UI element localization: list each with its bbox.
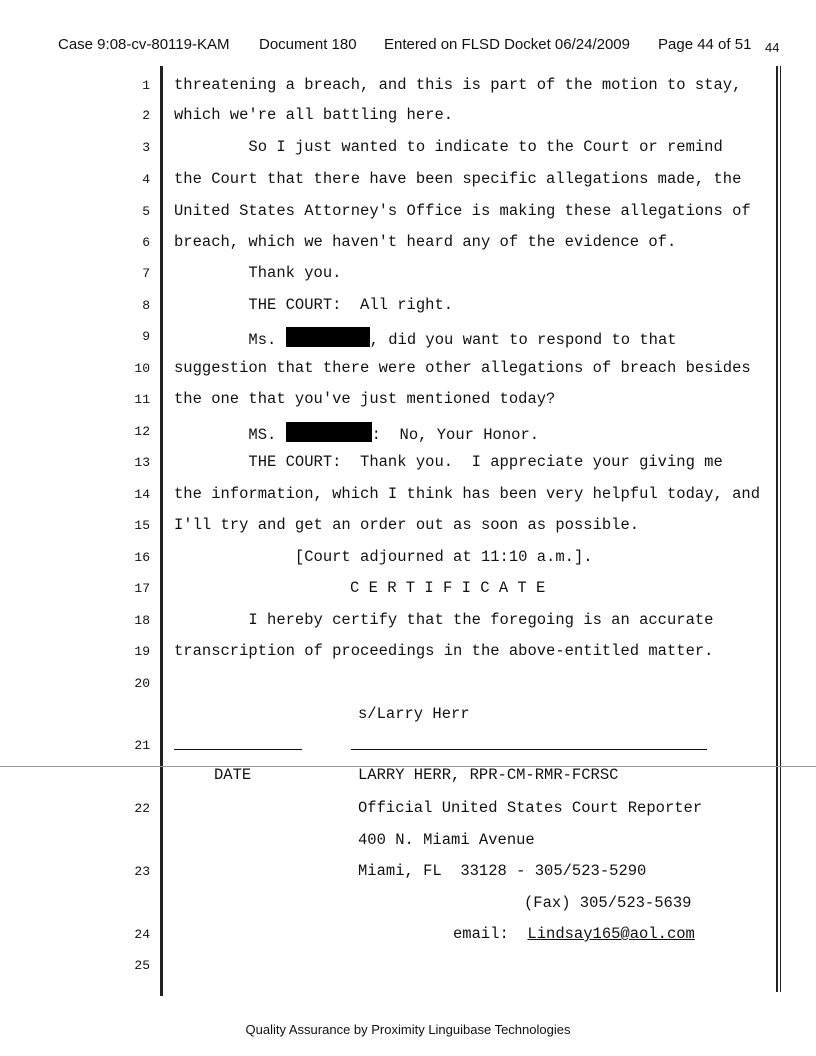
line-number: 16 [134, 550, 150, 565]
reporter-email-row [453, 925, 695, 943]
docket-header [58, 34, 798, 58]
line-number: 9 [142, 329, 150, 344]
line-number: 1 [142, 78, 150, 93]
reporter-signature: s/Larry Herr [358, 705, 470, 723]
line-number: 6 [142, 235, 150, 250]
reporter-name: LARRY HERR, RPR-CM-RMR-FCRSC [358, 766, 619, 784]
transcript-line: I hereby certify that the foregoing is an accurate [174, 611, 714, 629]
date-signature-line [174, 749, 302, 750]
transcript-line: So I just wanted to indicate to the Court or remind [174, 138, 723, 156]
reporter-title: Official United States Court Reporter [358, 799, 703, 817]
date-label: DATE [214, 766, 252, 784]
speaker-prefix: MS. [174, 426, 286, 444]
docket-entry: Entered on FLSD Docket 06/24/2009 [384, 36, 630, 53]
certificate-heading: C E R T I F I C A T E [350, 579, 546, 597]
reporter-fax: (Fax) 305/523-5639 [524, 894, 692, 912]
line-number: 14 [134, 487, 150, 502]
line-number: 15 [134, 518, 150, 533]
line-number: 18 [134, 613, 150, 628]
transcript-line [174, 327, 677, 349]
email-label: email: [453, 925, 509, 943]
page-indicator: Page 44 of 51 [658, 36, 752, 53]
line-number: 4 [142, 172, 150, 187]
email-link[interactable]: Lindsay165@aol.com [527, 925, 695, 943]
line-number: 25 [134, 958, 150, 973]
footer-quality-note: Quality Assurance by Proximity Linguibase Technologies [245, 1022, 571, 1037]
transcript-line: suggestion that there were other allegations of breach besides [174, 359, 751, 377]
transcript-page-number: 44 [765, 40, 780, 55]
left-margin-rule [160, 66, 163, 996]
transcript-line: THE COURT: All right. [174, 296, 454, 314]
transcript-line: the Court that there have been specific allegations made, the [174, 170, 742, 188]
line-number: 17 [134, 581, 150, 596]
line-number: 3 [142, 140, 150, 155]
line-number: 20 [134, 676, 150, 691]
transcript-line: the one that you've just mentioned today? [174, 390, 556, 408]
line-number: 2 [142, 108, 150, 123]
transcript-line: Thank you. [174, 264, 342, 282]
transcript-line: breach, which we haven't heard any of the evidence of. [174, 233, 677, 251]
line-number: 12 [134, 424, 150, 439]
reporter-city-phone: Miami, FL 33128 - 305/523-5290 [358, 862, 647, 880]
transcript-line: the information, which I think has been very helpful today, and [174, 485, 760, 503]
redaction-block [286, 327, 370, 347]
line-number: 22 [134, 801, 150, 816]
line-number: 10 [134, 361, 150, 376]
transcript-line: transcription of proceedings in the above-entitled matter. [174, 642, 714, 660]
transcript-line: United States Attorney's Office is making these allegations of [174, 202, 751, 220]
speaker-prefix: Ms. [174, 331, 286, 349]
line-number: 21 [134, 738, 150, 753]
transcript-line: I'll try and get an order out as soon as possible. [174, 516, 640, 534]
transcript-line: THE COURT: Thank you. I appreciate your giving me [174, 453, 723, 471]
line-number: 8 [142, 298, 150, 313]
transcript-line: which we're all battling here. [174, 106, 454, 124]
line-number: 13 [134, 455, 150, 470]
right-margin-rule [776, 66, 778, 992]
line-number: 11 [134, 392, 150, 407]
case-number: Case 9:08-cv-80119-KAM [58, 36, 230, 53]
transcript-line: threatening a breach, and this is part of the motion to stay, [174, 76, 742, 94]
line-number: 5 [142, 204, 150, 219]
line-number: 23 [134, 864, 150, 879]
transcript-line-rest: , did you want to respond to that [369, 331, 677, 349]
transcript-line: [Court adjourned at 11:10 a.m.]. [174, 548, 593, 566]
line-number: 19 [134, 644, 150, 659]
reporter-address: 400 N. Miami Avenue [358, 831, 535, 849]
right-margin-rule-inner [780, 66, 781, 992]
reporter-signature-line [351, 749, 707, 750]
line-number: 24 [134, 927, 150, 942]
transcript-line [174, 422, 539, 444]
line-number: 7 [142, 266, 150, 281]
document-number: Document 180 [259, 36, 357, 53]
transcript-line-rest: : No, Your Honor. [371, 426, 540, 444]
redaction-block [286, 422, 372, 442]
